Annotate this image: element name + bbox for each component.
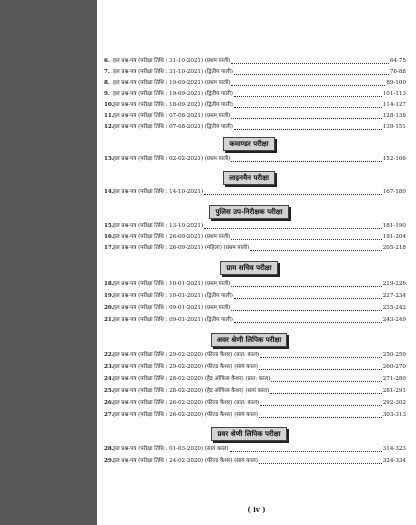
entry-title: हल प्रश्न-पत्र (परीक्षा तिथि : 26-09-2021) (महिला) (प्रथम पाली) (113, 245, 250, 251)
toc-entry (104, 291, 406, 302)
entry-number: 8. (104, 80, 110, 86)
section-title: ग्राम सचिव परीक्षा (220, 261, 277, 275)
entry-title: हल प्रश्न-पत्र (परीक्षा तिथि : 14-10-2021) (113, 189, 203, 195)
toc-entry (104, 444, 406, 455)
entry-pages: 191-204 (382, 234, 406, 240)
entry-number: 14. (104, 189, 114, 195)
entry-number: 16. (104, 234, 114, 240)
entry-number: 20. (104, 305, 114, 311)
dot-leader (204, 189, 382, 195)
entry-number: 21. (104, 317, 114, 323)
entry-number: 26. (104, 400, 114, 406)
entry-number: 22. (104, 352, 114, 358)
section-heading-lower-clerk (177, 333, 321, 347)
entry-pages: 76-88 (389, 69, 406, 75)
entry-title: हल प्रश्न-पत्र (परीक्षा तिथि : 29-02-2020) (फील्ड कैशर) (प्रात: काल) (113, 352, 260, 358)
entry-title: हल प्रश्न-पत्र (परीक्षा तिथि : 29-02-2020) (फील्ड कैशर) (सायं काल) (113, 364, 258, 370)
entry-title: हल प्रश्न-पत्र (परीक्षा तिथि : 26-02-2020) (फील्ड कैशर) (प्रात: काल) (113, 400, 260, 406)
dot-leader (271, 376, 381, 382)
dot-leader (259, 364, 382, 370)
dot-leader (231, 113, 381, 119)
contents-page (97, 0, 416, 525)
dot-leader (231, 305, 381, 311)
entry-pages: 292-302 (382, 400, 406, 406)
entry-title: हल प्रश्न-पत्र (परीक्षा तिथि : 28-02-2020) (हैड ऑफिस कैशर) (सायं काल) (113, 388, 270, 394)
dot-leader (231, 234, 381, 240)
left-gray-margin (0, 0, 97, 525)
dot-leader (230, 446, 382, 452)
entry-number: 23. (104, 364, 114, 370)
entry-pages: 303-313 (382, 412, 406, 418)
entry-number: 24. (104, 376, 114, 382)
entry-number: 29. (104, 458, 114, 464)
entry-number: 17. (104, 245, 114, 251)
dot-leader (259, 412, 382, 418)
dot-leader (231, 58, 388, 64)
section-title: प्रवर श्रेणी लिपिक परीक्षा (211, 427, 286, 441)
entry-pages: 152-166 (382, 156, 406, 162)
entry-number: 25. (104, 388, 114, 394)
entry-number: 27. (104, 412, 114, 418)
toc-entry (104, 350, 406, 361)
entry-number: 28. (104, 446, 114, 452)
dot-leader (270, 388, 382, 394)
entry-title: हल प्रश्न-पत्र (परीक्षा तिथि : 26-09-2021) (प्रथम पाली) (113, 234, 231, 240)
dot-leader (231, 156, 381, 162)
section-heading-police-si (177, 205, 321, 219)
section-heading-commander (177, 137, 321, 151)
section-title: कमाण्डर परीक्षा (223, 137, 274, 151)
toc-entry (104, 187, 406, 198)
toc-entry (104, 374, 406, 385)
dot-leader (234, 293, 382, 299)
entry-number: 10. (104, 102, 114, 108)
page-number: ( iv ) (247, 505, 266, 514)
toc-entry (104, 111, 406, 122)
toc-entry (104, 56, 406, 67)
entry-pages: 281-291 (382, 388, 406, 394)
entry-pages: 260-270 (382, 364, 406, 370)
entry-pages: 139-151 (382, 124, 406, 130)
entry-title: हल प्रश्न-पत्र (परीक्षा तिथि : 31-10-2021) (द्वितीय पाली) (113, 69, 233, 75)
toc-entry (104, 78, 406, 89)
toc-entry (104, 362, 406, 373)
dot-leader (234, 317, 382, 323)
entry-pages: 235-242 (382, 305, 406, 311)
dot-leader (231, 281, 381, 287)
entry-pages: 219-226 (382, 281, 406, 287)
dot-leader (260, 352, 382, 358)
entry-title: हल प्रश्न-पत्र (परीक्षा तिथि : 07-08-2021) (द्वितीय पाली) (113, 124, 233, 130)
entry-number: 7. (104, 69, 110, 75)
dot-leader (250, 245, 381, 251)
entry-number: 12. (104, 124, 114, 130)
toc-entry (104, 398, 406, 409)
entry-pages: 64-75 (389, 58, 406, 64)
dot-leader (259, 458, 382, 464)
dot-leader (231, 80, 385, 86)
entry-title: हल प्रश्न-पत्र (परीक्षा तिथि : 19-09-2021) (द्वितीय पाली) (113, 91, 233, 97)
toc-entry (104, 67, 406, 78)
entry-number: 11. (104, 113, 114, 119)
entry-pages: 89-100 (386, 80, 406, 86)
section-title: अवर श्रेणी लिपिक परीक्षा (211, 333, 287, 347)
toc-entry (104, 279, 406, 290)
entry-pages: 167-180 (382, 189, 406, 195)
entry-pages: 243-249 (382, 317, 406, 323)
entry-pages: 101-113 (382, 91, 406, 97)
toc-entry (104, 386, 406, 397)
toc-entry (104, 89, 406, 100)
entry-title: हल प्रश्न-पत्र (परीक्षा तिथि : 09-01-2021) (प्रथम पाली) (113, 305, 231, 311)
entry-pages: 181-190 (382, 223, 406, 229)
entry-pages: 128-138 (382, 113, 406, 119)
entry-pages: 314-323 (382, 446, 406, 452)
entry-pages: 227-234 (382, 293, 406, 299)
toc-entry (104, 100, 406, 111)
toc-entry (104, 303, 406, 314)
entry-number: 13. (104, 156, 114, 162)
entry-title: हल प्रश्न-पत्र (परीक्षा तिथि : 02-02-2021) (प्रथम पाली) (113, 156, 231, 162)
dot-leader (204, 223, 382, 229)
toc-entry (104, 154, 406, 165)
dot-leader (234, 69, 389, 75)
section-title: लाइनमैन परीक्षा (223, 171, 275, 185)
section-heading-gram-sachiv (177, 261, 321, 275)
entry-title: हल प्रश्न-पत्र (परीक्षा तिथि : 18-09-2021) (द्वितीय पाली) (113, 102, 233, 108)
entry-number: 6. (104, 58, 110, 64)
entry-title: हल प्रश्न-पत्र (परीक्षा तिथि : 13-10-2021) (113, 223, 203, 229)
dot-leader (234, 91, 382, 97)
entry-title: हल प्रश्न-पत्र (परीक्षा तिथि : 10-01-2021) (द्वितीय पाली) (113, 293, 233, 299)
entry-title: हल प्रश्न-पत्र (परीक्षा तिथि : 28-02-2020) (हैड ऑफिस कैशर) (प्रात: काल) (113, 376, 271, 382)
entry-pages: 114-127 (382, 102, 406, 108)
section-heading-upper-clerk (177, 427, 321, 441)
entry-title: हल प्रश्न-पत्र (परीक्षा तिथि : 10-01-2021) (प्रथम पाली) (113, 281, 231, 287)
toc-entry (104, 410, 406, 421)
entry-pages: 250-259 (382, 352, 406, 358)
toc-entry (104, 221, 406, 232)
entry-title: हल प्रश्न-पत्र (परीक्षा तिथि : 24-02-2020) (फील्ड कैशर) (सायं काल) (113, 458, 258, 464)
entry-number: 15. (104, 223, 114, 229)
entry-title: हल प्रश्न-पत्र (परीक्षा तिथि : 07-08-2021) (प्रथम पाली) (113, 113, 231, 119)
toc-entry (104, 315, 406, 326)
entry-title: हल प्रश्न-पत्र (परीक्षा तिथि : 31-10-2021) (प्रथम पाली) (113, 58, 231, 64)
section-heading-lineman (177, 171, 321, 185)
entry-pages: 324-334 (382, 458, 406, 464)
entry-title: हल प्रश्न-पत्र (परीक्षा तिथि : 09-01-2021) (द्वितीय पाली) (113, 317, 233, 323)
entry-title: हल प्रश्न-पत्र (परीक्षा तिथि : 26-02-2020) (फील्ड कैशर) (सायं काल) (113, 412, 258, 418)
entry-title: हल प्रश्न-पत्र (परीक्षा तिथि : 01-03-2020) (सायं काल) (113, 446, 229, 452)
section-title: पुलिस उप-निरीक्षक परीक्षा (209, 205, 288, 219)
entry-pages: 271-280 (382, 376, 406, 382)
toc-entry (104, 232, 406, 243)
toc-entry (104, 456, 406, 467)
entry-pages: 205-218 (382, 245, 406, 251)
dot-leader (260, 400, 382, 406)
entry-title: हल प्रश्न-पत्र (परीक्षा तिथि : 19-09-2021) (प्रथम पाली) (113, 80, 231, 86)
entry-number: 19. (104, 293, 114, 299)
entry-number: 9. (104, 91, 110, 97)
toc-entry (104, 243, 406, 254)
dot-leader (234, 124, 382, 130)
dot-leader (234, 102, 382, 108)
toc-entry (104, 122, 406, 133)
entry-number: 18. (104, 281, 114, 287)
